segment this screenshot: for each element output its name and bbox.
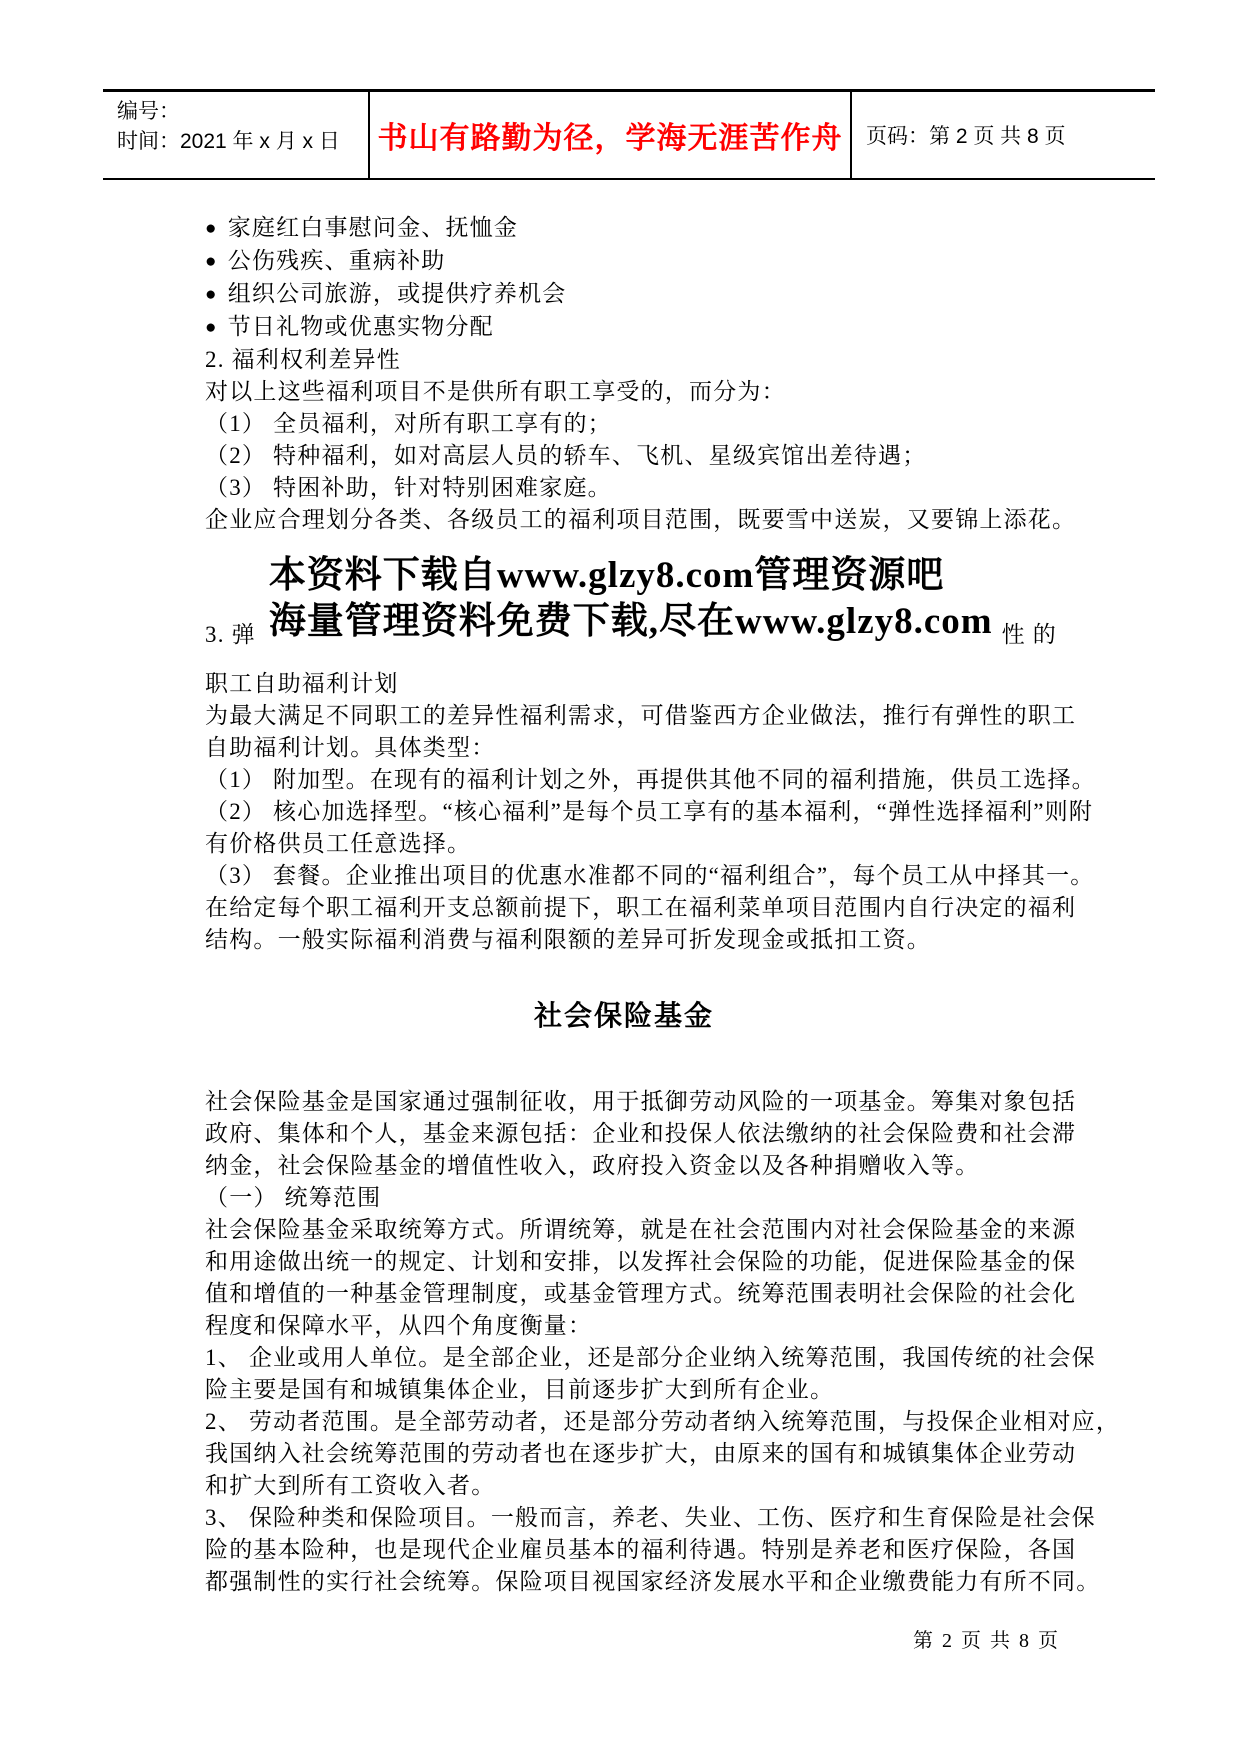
text-line: 和扩大到所有工资收入者。 [205,1473,496,1498]
text-line: 政府、集体和个人，基金来源包括：企业和投保人依法缴纳的社会保险费和社会滞 [205,1121,1077,1146]
text-line: 结构。一般实际福利消费与福利限额的差异可折发现金或抵扣工资。 [205,927,931,952]
bullet-item [205,212,1043,245]
text-line: 纳金，社会保险基金的增值性收入，政府投入资金以及各种捐赠收入等。 [205,1153,980,1178]
text-line: 都强制性的实行社会统筹。保险项目视国家经济发展水平和企业缴费能力有所不同。 [205,1569,1101,1594]
text-line: 和用途做出统一的规定、计划和安排，以发挥社会保险的功能，促进保险基金的保 [205,1249,1077,1274]
text-line: 企业应合理划分各类、各级员工的福利项目范围，既要雪中送炭，又要锦上添花。 [205,507,1077,532]
bullet-text: 节日礼物或优惠实物分配 [227,314,494,339]
text-line: （3） 特困补助，针对特别困难家庭。 [205,475,612,500]
bullet-item [205,245,1043,278]
watermark-prefix-text: 3. 弹 [205,622,256,647]
bullet-text: 组织公司旅游，或提供疗养机会 [227,281,567,306]
text-line: 自助福利计划。具体类型： [205,735,496,760]
text-line: 险主要是国有和城镇集体企业，目前逐步扩大到所有企业。 [205,1377,835,1402]
watermark-suffix-text: 性 的 [1001,622,1057,647]
text-line: 值和增值的一种基金管理制度，或基金管理方式。统筹范围表明社会保险的社会化 [205,1281,1077,1306]
text-line: （一） 统筹范围 [205,1185,382,1210]
watermark-block [269,553,993,645]
text-line: （1） 全员福利，对所有职工享有的； [205,411,612,436]
text-line: 职工自助福利计划 [205,671,399,696]
bullet-item [205,311,1043,344]
text-line: （3） 套餐。企业推出项目的优惠水准都不同的“福利组合”，每个员工从中择其一。 [205,863,1095,888]
page-header-table [103,89,1155,180]
watermark-line-2: 海量管理资料免费下载,尽在www.glzy8.com [268,601,993,642]
section-title: 社会保险基金 [533,1001,714,1032]
text-line: 在给定每个职工福利开支总额前提下，职工在福利菜单项目范围内自行决定的福利 [205,895,1077,920]
bullet-item [205,278,1043,311]
document-body [205,212,1121,1598]
text-line: 2、 劳动者范围。是全部劳动者，还是部分劳动者纳入统筹范围，与投保企业相对应， [205,1409,1121,1434]
text-line: 3、 保险种类和保险项目。一般而言，养老、失业、工伤、医疗和生育保险是社会保 [205,1505,1096,1530]
header-meta-cell [103,92,370,178]
header-page-cell [852,92,1155,178]
motto-text: 书山有路勤为径，学海无涯苦作舟 [377,122,843,155]
text-line: 对以上这些福利项目不是供所有职工享受的，而分为： [205,379,786,404]
text-line: 程度和保障水平，从四个角度衡量： [205,1313,593,1338]
text-line: 2. 福利权利差异性 [205,347,401,372]
bullet-text: 家庭红白事慰问金、抚恤金 [227,215,519,240]
text-line: 我国纳入社会统筹范围的劳动者也在逐步扩大，由原来的国有和城镇集体企业劳动 [205,1441,1077,1466]
text-line: 1、 企业或用人单位。是全部企业，还是部分企业纳入统筹范围，我国传统的社会保 [205,1345,1096,1370]
bullet-text: 公伤残疾、重病补助 [227,248,446,273]
page-number-label: 页码：第 2 页 共 8 页 [866,125,1066,148]
doc-date-label: 时间：2021 年 x 月 x 日 [117,130,340,153]
text-line: （1） 附加型。在现有的福利计划之外，再提供其他不同的福利措施，供员工选择。 [205,767,1096,792]
doc-number-label: 编号： [117,100,180,123]
text-line: 社会保险基金是国家通过强制征收，用于抵御劳动风险的一项基金。筹集对象包括 [205,1089,1077,1114]
text-line: （2） 特种福利，如对高层人员的轿车、飞机、星级宾馆出差待遇； [205,443,927,468]
bullet-icon: ● [205,251,218,272]
bullet-icon: ● [205,284,218,305]
page-footer: 第 2 页 共 8 页 [913,1630,1060,1652]
bullet-icon: ● [205,218,218,239]
text-line: 险的基本险种，也是现代企业雇员基本的福利待遇。特别是养老和医疗保险，各国 [205,1537,1077,1562]
text-line: 社会保险基金采取统筹方式。所谓统筹，就是在社会范围内对社会保险基金的来源 [205,1217,1077,1242]
text-line: （2） 核心加选择型。“核心福利”是每个员工享有的基本福利，“弹性选择福利”则附 [205,799,1094,824]
watermark-row [205,553,1057,647]
header-motto-cell [370,92,852,178]
text-line: 为最大满足不同职工的差异性福利需求，可借鉴西方企业做法，推行有弹性的职工 [205,703,1077,728]
text-line: 有价格供员工任意选择。 [205,831,472,856]
watermark-line-1: 本资料下载自www.glzy8.com管理资源吧 [268,555,945,596]
bullet-icon: ● [205,317,218,338]
